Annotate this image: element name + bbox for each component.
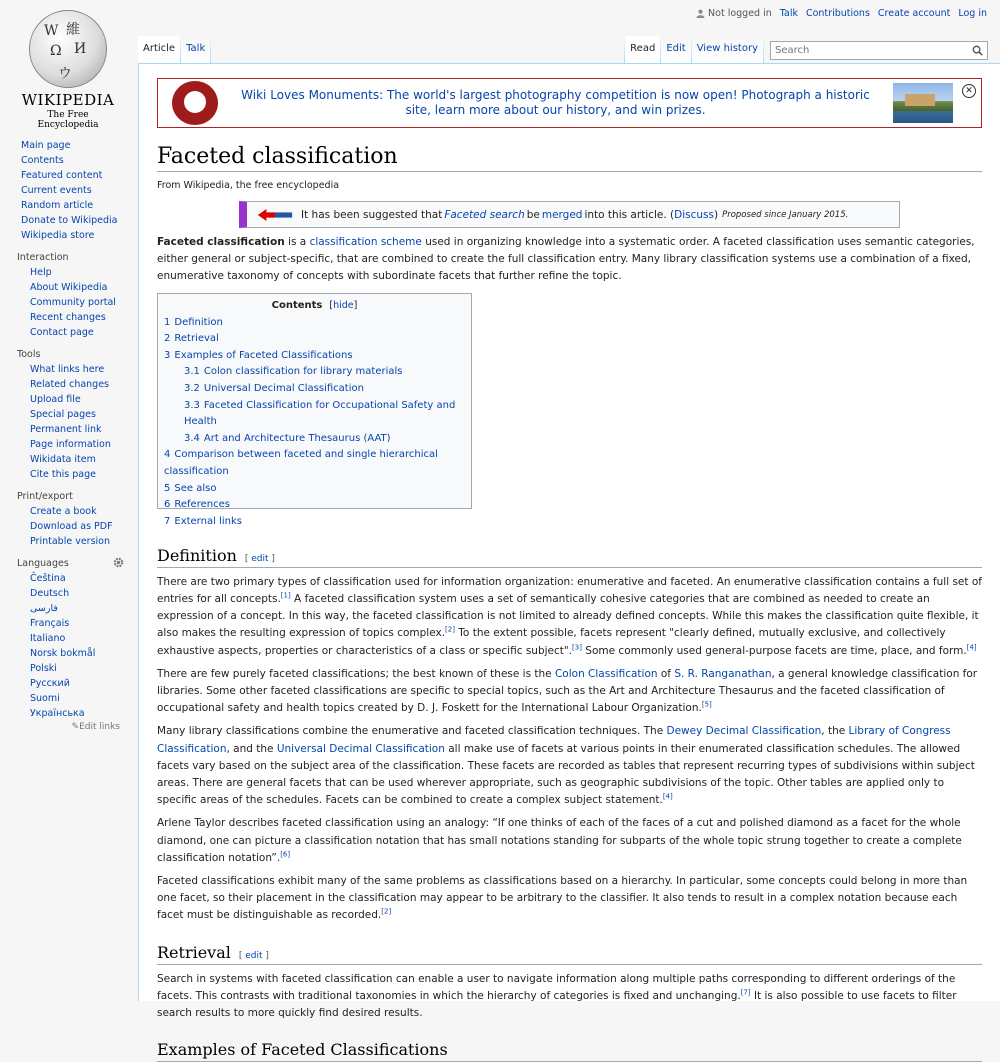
language-link-de[interactable]: Deutsch (30, 588, 70, 599)
sidebar-item-permanent-link[interactable]: Permanent link (30, 424, 102, 435)
sidebar-item-printable-version[interactable]: Printable version (30, 536, 111, 547)
log-in-link[interactable]: Log in (958, 8, 987, 19)
sidebar-item-special-pages[interactable]: Special pages (30, 409, 96, 420)
toc-item-label[interactable]: External links (174, 515, 242, 527)
definition-paragraph-5 (157, 873, 982, 925)
sidebar-item-community-portal[interactable]: Community portal (30, 297, 116, 308)
section-heading-definition-label: Definition (157, 545, 237, 565)
merge-arrow-icon (255, 209, 295, 221)
para-text: , and the (226, 742, 277, 755)
para-text: To the extent possible, facets represent "clearly defined, mutually exclusive, and collectively exhaustive aspects, properties or characteristics of a class or specific subject". (157, 627, 946, 657)
toc-item-number: 1 (164, 316, 171, 328)
sidebar-item-contact-page[interactable]: Contact page (30, 327, 94, 338)
banner-photo (893, 83, 953, 123)
edit-section-link[interactable]: edit (245, 950, 263, 961)
language-link-ru[interactable]: Русский (30, 678, 70, 689)
citation-link[interactable]: [7] (740, 988, 751, 997)
portal-languages (0, 557, 138, 733)
namespace-tabs (138, 36, 211, 64)
personal-tools (696, 8, 987, 19)
sidebar-item-main-page[interactable]: Main page (21, 140, 71, 151)
toc-item-label[interactable]: Faceted Classification for Occupational Safety and Health (184, 399, 456, 428)
close-icon[interactable]: ✕ (962, 84, 976, 98)
edit-section-definition: [ edit ] (244, 553, 275, 564)
content-area (138, 63, 1000, 1060)
not-logged-in (696, 8, 772, 19)
gear-icon[interactable] (113, 557, 124, 568)
site-sub: From Wikipedia, the free encyclopedia (157, 180, 340, 191)
sidebar-navigation (0, 138, 138, 243)
language-link-it[interactable]: Italiano (30, 633, 66, 644)
definition-paragraph-2 (157, 666, 982, 718)
toc-item-label[interactable]: Comparison between faceted and single hierarchical classification (164, 449, 438, 477)
sidebar-item-create-book[interactable]: Create a book (30, 506, 97, 517)
create-account-link[interactable]: Create account (877, 8, 951, 19)
view-tabs (624, 36, 988, 64)
toc-item-label[interactable]: Universal Decimal Classification (203, 382, 364, 394)
link-library-of-congress[interactable]: Library of Congress Classification (157, 725, 951, 755)
toc-item[interactable] (164, 364, 465, 381)
toc-item[interactable] (164, 398, 465, 431)
section-heading-retrieval-label: Retrieval (157, 942, 231, 962)
tab-article-label: Article (143, 43, 176, 54)
portal-heading-print-export: Print/export (17, 491, 73, 502)
talk-link[interactable]: Talk (779, 8, 798, 19)
sidebar-item-cite-this-page[interactable]: Cite this page (30, 469, 96, 480)
portal-heading-languages (0, 557, 138, 571)
para-text: Many library classifications combine the enumerative and faceted classification techniques. The (157, 725, 667, 738)
definition-paragraph-1 (157, 574, 982, 660)
language-link-cs[interactable]: Čeština (30, 573, 66, 584)
toc-item-label[interactable]: Examples of Faceted Classifications (174, 349, 353, 361)
sidebar-item-what-links-here[interactable]: What links here (30, 364, 105, 375)
language-link-pl[interactable]: Polski (30, 663, 57, 674)
toc-item-label[interactable]: Colon classification for library materials (203, 366, 403, 378)
toc-item-number: 6 (164, 499, 171, 511)
not-logged-in-label: Not logged in (708, 8, 772, 19)
language-link-fa[interactable]: فارسی (30, 603, 58, 614)
search-icon[interactable] (970, 43, 984, 57)
toc-item-number: 3 (164, 349, 171, 361)
merge-link-faceted-search[interactable]: Faceted search (444, 208, 525, 221)
tab-article[interactable] (138, 36, 180, 64)
para-text: A faceted classification system uses a set of semantically cohesive categories that are combined as needed to create an expression of a concept. In this way, the faceted classification is not limited to already defined concepts. While this makes the classification quite flexible, it also makes the resulting expression of topics complex. (157, 592, 979, 640)
toc-item[interactable] (164, 447, 465, 480)
edit-section-retrieval: [ edit ] (238, 950, 269, 961)
merge-link-discuss[interactable]: Discuss (674, 208, 714, 221)
sidebar-item-help[interactable]: Help (30, 267, 52, 278)
intro-paragraph (157, 234, 982, 286)
toc-item-number: 7 (164, 515, 171, 527)
toc-item[interactable] (164, 348, 465, 365)
para-text: Search in systems with faceted classification can enable a user to navigate information along multiple paths corresponding to different orderings of the facets. This contrasts with traditional taxonomies in which the hierarchy of categories is fixed and unchanging. (157, 972, 956, 1002)
citation-link[interactable]: [3] (572, 643, 582, 652)
edit-links[interactable] (0, 721, 138, 733)
para-text: all make use of facets at various points in their enumerated classification schedules. The allowed facets vary based on the subject area of the classification. These facets are recorded as tables that represent recurring types of subdivisions within subject areas. There are general facets that can be used wherever appropriate, such as geographic subdivisions of the topic. Other tables are applied only to specific areas of the schedules. Facets can be combined to create a complex subject statement. (157, 742, 975, 807)
edit-links-label: Edit links (79, 722, 120, 732)
section-heading-definition (157, 546, 982, 568)
sidebar-item-upload-file[interactable]: Upload file (30, 394, 81, 405)
merge-notice (239, 201, 900, 228)
portal-heading-tools: Tools (17, 349, 41, 360)
para-text: of (657, 667, 675, 680)
link-colon-classification[interactable]: Colon Classification (554, 667, 658, 680)
retrieval-paragraph-1 (157, 971, 982, 1023)
toc-item-number: 3.4 (184, 432, 200, 444)
pencil-icon: ✎ (71, 722, 80, 732)
language-link-nb[interactable]: Norsk bokmål (30, 648, 96, 659)
toc-item[interactable] (164, 497, 465, 514)
tab-talk-label: Talk (186, 43, 206, 54)
edit-section-link[interactable]: edit (251, 553, 269, 564)
link-universal-decimal[interactable]: Universal Decimal Classification (276, 742, 445, 755)
toc-item[interactable] (164, 514, 465, 531)
wikipedia-globe-icon: W 維 Ω И ウ (29, 10, 107, 88)
sidebar-item-page-information[interactable]: Page information (30, 439, 111, 450)
merge-text-post: into this article. ( (584, 208, 675, 221)
user-icon (696, 9, 705, 18)
toc-item-label[interactable]: See also (174, 482, 217, 494)
language-link-fi[interactable]: Suomi (30, 693, 60, 704)
sidebar-item-random-article[interactable]: Random article (21, 200, 94, 211)
toc-item-number: 5 (164, 482, 171, 494)
toc-item[interactable] (164, 431, 465, 448)
para-text: , a general knowledge classification for libraries. Some other faceted classifications are specific to special topics, such as the Art and Architecture Thesaurus and the faceted classification of occupational safety and health topics created by D. J. Foskett for the International Labour Organization. (157, 667, 978, 715)
wiki-loves-monuments-icon (172, 81, 218, 125)
tab-read-label: Read (630, 43, 656, 54)
para-text: Arlene Taylor describes faceted classification using an analogy: “If one thinks of each of the faces of a cut and polished diamond as a facet for the whole diamond, one can picture a classification notation that has small notations standing for subparts of the whole topic strung together to create a complete classification notation”. (157, 817, 962, 864)
sidebar-item-store[interactable]: Wikipedia store (21, 230, 95, 241)
sidebar-item-wikidata-item[interactable]: Wikidata item (30, 454, 96, 465)
link-classification-scheme[interactable]: classification scheme (309, 236, 422, 248)
para-text: Some commonly used general-purpose facets are time, place, and form. (581, 644, 967, 657)
merge-link-merged[interactable]: merged (541, 208, 583, 221)
table-of-contents (157, 293, 472, 527)
language-link-uk[interactable]: Українська (30, 708, 85, 719)
portal-interaction (0, 251, 138, 340)
toc-item[interactable] (164, 481, 465, 498)
merge-text-close: ) (713, 208, 719, 221)
portal-heading-interaction: Interaction (17, 252, 69, 263)
toc-list (164, 315, 465, 531)
tab-talk[interactable] (181, 36, 210, 64)
wikipedia-logo[interactable] (18, 10, 118, 130)
toc-item-number: 4 (164, 449, 171, 461)
para-text: There are few purely faceted classifications; the best known of these is the (157, 667, 555, 680)
merge-text-mid: be (526, 208, 540, 221)
citation-link[interactable]: [6] (280, 850, 291, 859)
toc-item-label[interactable]: Art and Architecture Thesaurus (AAT) (203, 432, 391, 444)
citation-link[interactable]: [2] (381, 907, 392, 916)
toc-hide-link[interactable]: hide (333, 299, 354, 311)
toc-item-label[interactable]: Definition (174, 316, 223, 328)
banner-text[interactable]: Wiki Loves Monuments: The world's largest photography competition is now open! Photograph a historic site, learn more about our history, and win prizes. (241, 88, 870, 117)
central-notice-banner (157, 78, 982, 128)
sidebar-item-contents[interactable]: Contents (21, 155, 64, 166)
toc-item[interactable] (164, 331, 465, 348)
toc-item-number: 2 (164, 333, 171, 345)
para-text: It is also possible to use facets to filter search results to more quickly find desired results. (157, 989, 957, 1019)
merge-text-pre: It has been suggested that (301, 208, 443, 221)
portal-tools (0, 348, 138, 482)
toc-item-label[interactable]: Retrieval (174, 333, 219, 345)
toc-title-label: Contents (271, 299, 323, 311)
search-input[interactable] (771, 45, 970, 56)
tab-view-history-label: View history (696, 43, 758, 54)
sidebar-item-download-pdf[interactable]: Download as PDF (30, 521, 113, 532)
sidebar-item-recent-changes[interactable]: Recent changes (30, 312, 106, 323)
definition-paragraph-4 (157, 815, 982, 867)
para-text: , the (821, 725, 849, 738)
toc-item-number: 3.3 (184, 399, 200, 411)
sidebar-item-current-events[interactable]: Current events (21, 185, 92, 196)
toc-item[interactable] (164, 381, 465, 398)
section-heading-examples (157, 1040, 982, 1062)
citation-link[interactable]: [4] (662, 792, 673, 801)
intro-text: is a (284, 236, 310, 248)
definition-paragraph-3 (157, 723, 982, 809)
toc-title: Contents [hide] (271, 299, 358, 311)
tab-edit-label: Edit (666, 43, 686, 54)
para-text: Faceted classifications exhibit many of the same problems as classifications based on a hierarchy. In particular, some concepts could belong in more than one facet, so their placement in the classification may appear to be arbitrary to the classifier. It also tends to result in a complex notation because each facet must be distinguishable as recorded. (157, 874, 968, 922)
sidebar-item-about[interactable]: About Wikipedia (30, 282, 108, 293)
sidebar (0, 138, 138, 733)
sidebar-item-featured-content[interactable]: Featured content (21, 170, 103, 181)
citation-link[interactable]: [4] (966, 643, 977, 652)
toc-item-label[interactable]: References (174, 499, 230, 511)
tab-view-history[interactable] (692, 36, 763, 64)
citation-link[interactable]: [5] (701, 700, 712, 709)
link-dewey-decimal[interactable]: Dewey Decimal Classification (666, 725, 822, 738)
toc-item-number: 3.1 (184, 366, 200, 378)
intro-bold-term: Faceted classification (157, 236, 285, 248)
citation-link[interactable]: [1] (280, 591, 291, 600)
tab-separator (763, 37, 764, 64)
section-heading-examples-label: Examples of Faceted Classifications (157, 1040, 448, 1060)
toc-item-number: 3.2 (184, 382, 200, 394)
contributions-link[interactable]: Contributions (805, 8, 870, 19)
search-box (770, 41, 988, 60)
logo-tagline: The Free Encyclopedia (37, 110, 99, 130)
section-heading-retrieval (157, 943, 982, 965)
merge-since: Proposed since January 2015. (722, 209, 849, 220)
intro-text: used in organizing knowledge into a systematic order. A faceted classification uses semantic categories, either general or subject-specific, that are combined to create the full classification entry. Many library classification systems use a combination of a fixed, enumerative taxonomy of concepts with subordinate facets that further refine the topic. (157, 236, 975, 283)
tab-read[interactable] (625, 36, 660, 64)
link-ranganathan[interactable]: S. R. Ranganathan (674, 667, 772, 680)
page-title: Faceted classification (157, 144, 982, 172)
para-text: There are two primary types of classification used for information organization: enumerative and faceted. An enumerative classification contains a full set of entries for all concepts. (157, 575, 982, 605)
toc-item[interactable] (164, 315, 465, 332)
logo-wordmark: WIKIPEDIA (21, 91, 115, 109)
language-link-fr[interactable]: Français (30, 618, 70, 629)
citation-link[interactable]: [2] (445, 625, 455, 634)
tab-edit[interactable] (661, 36, 690, 64)
tab-separator (210, 36, 211, 63)
portal-print-export (0, 490, 138, 549)
sidebar-item-donate[interactable]: Donate to Wikipedia (21, 215, 118, 226)
sidebar-item-related-changes[interactable]: Related changes (30, 379, 110, 390)
languages-heading-label: Languages (17, 558, 69, 569)
